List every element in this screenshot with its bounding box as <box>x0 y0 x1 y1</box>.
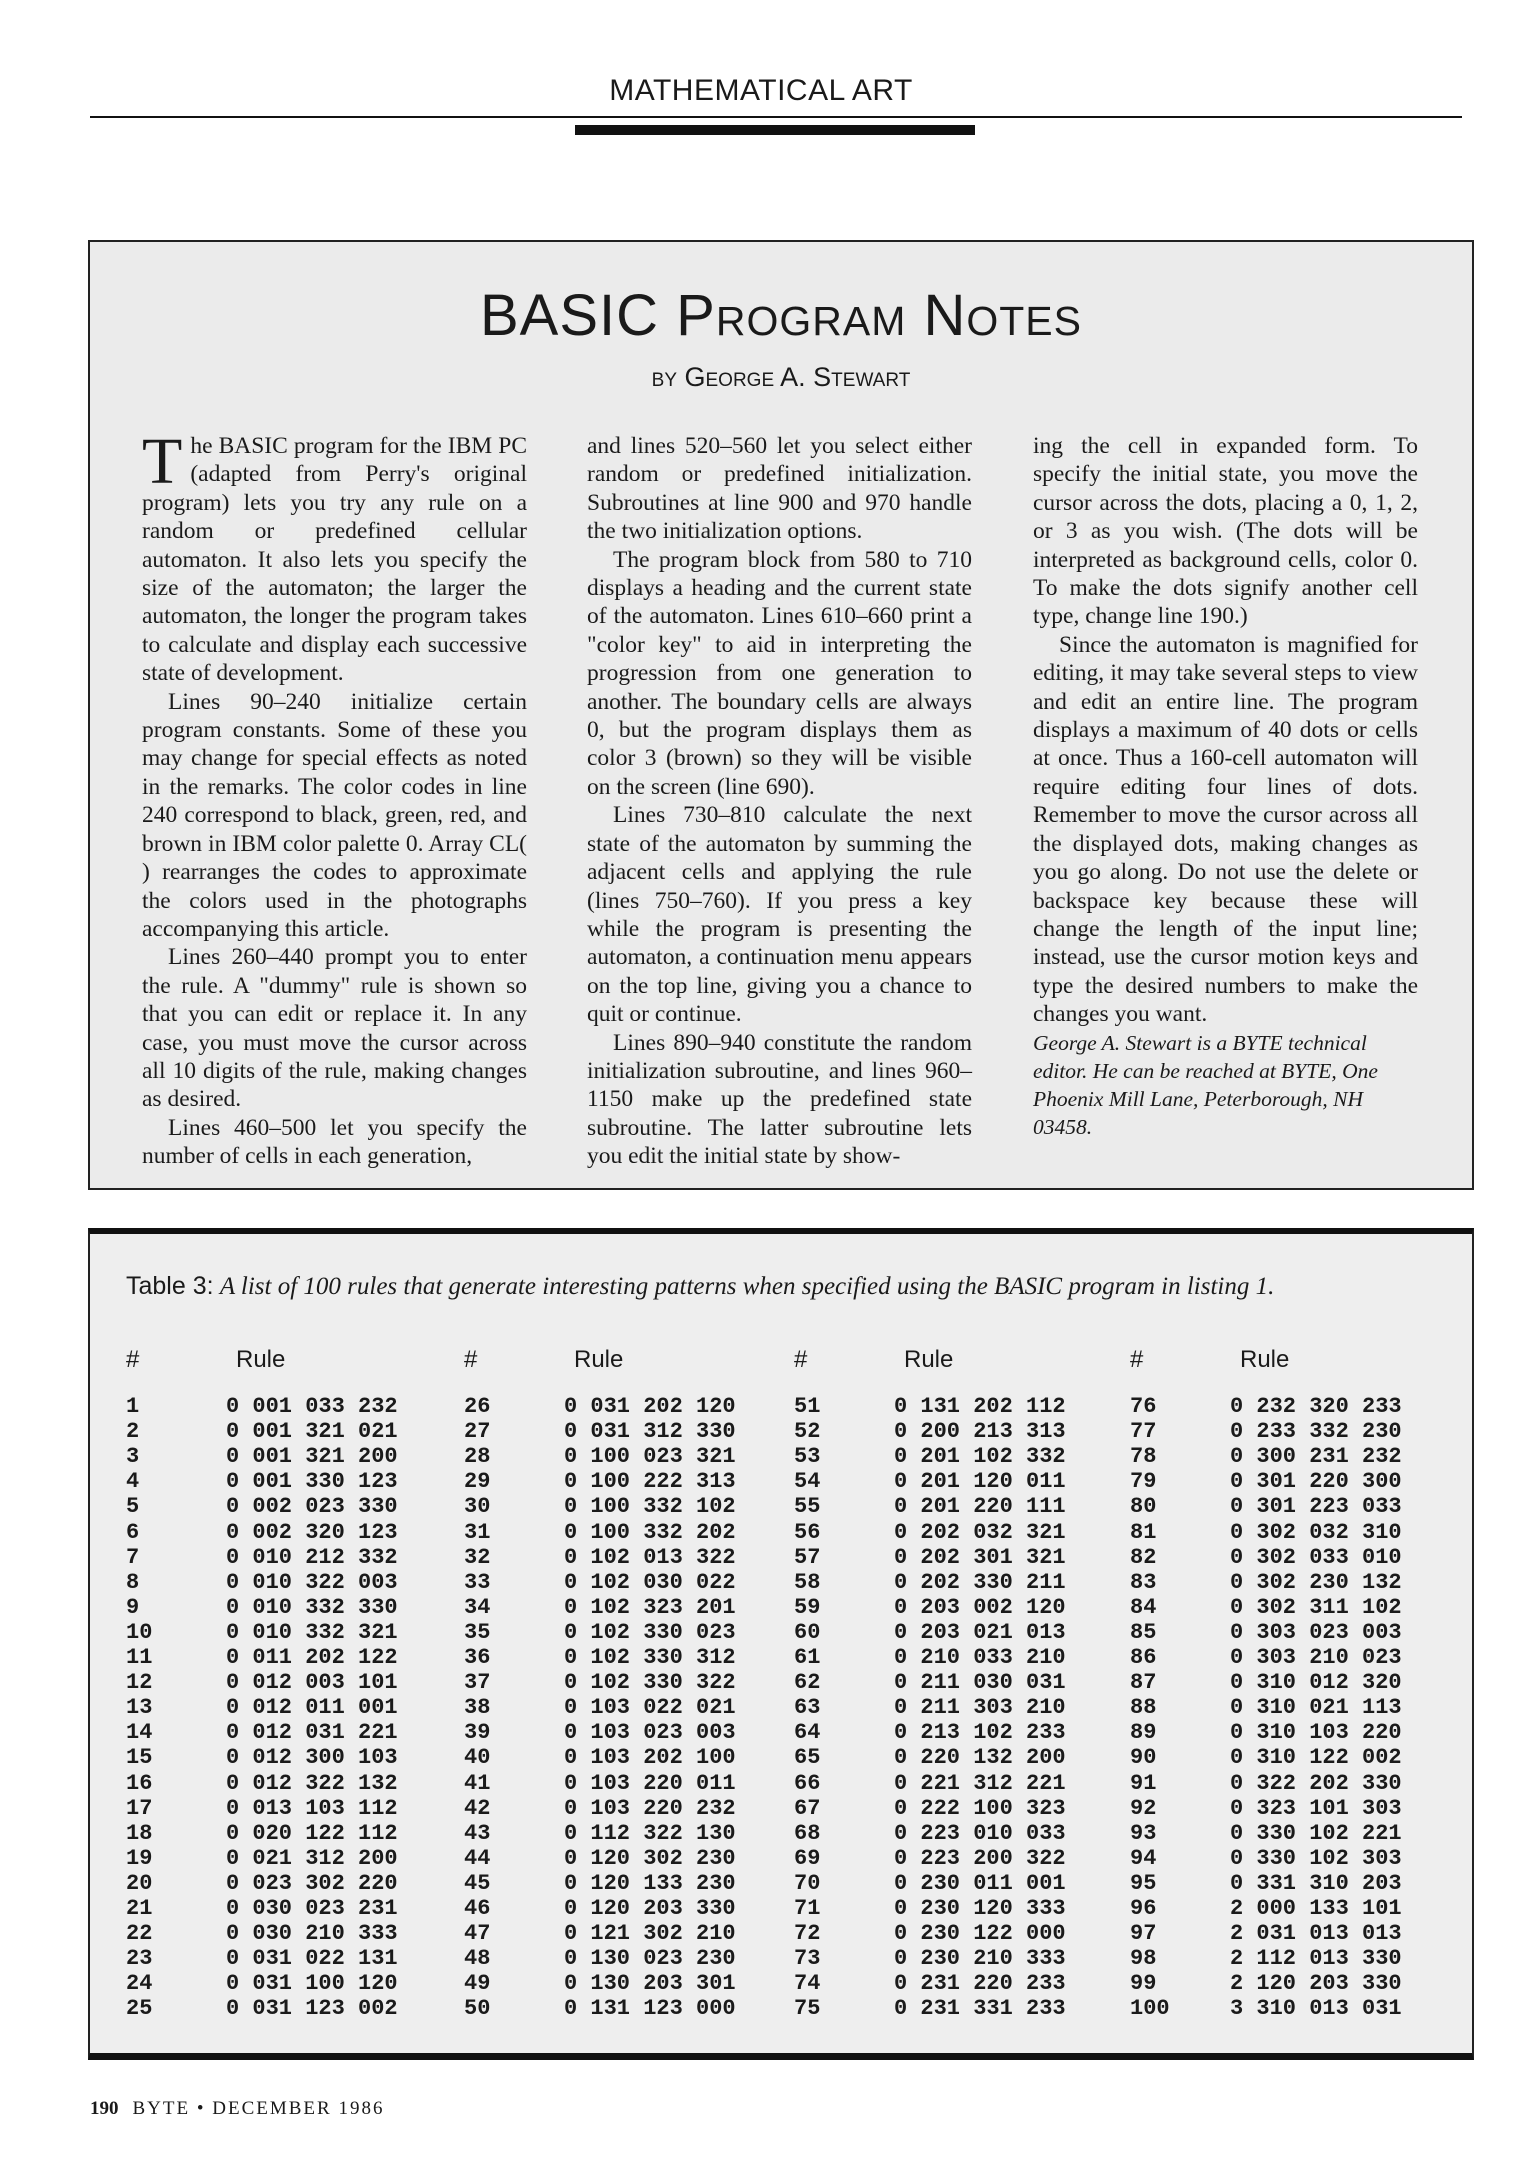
rule-number: 49 <box>464 1971 491 1997</box>
notes-paragraph: The program block from 580 to 710 displays a heading and the current state of the automaton. Lines 610–660 print a "color key" to aid in interpreting the progression from one generation to another. The boundary cells are always 0, but the program displays them as color 3 (brown) so they will be visible on the screen (line 690). <box>587 546 972 800</box>
rule-number: 92 <box>1130 1795 1157 1821</box>
rule-number: 78 <box>1130 1444 1157 1470</box>
rule-number: 91 <box>1130 1770 1157 1796</box>
rule-code: 2 120 203 330 <box>1230 1971 1402 1997</box>
rule-code: 0 203 002 120 <box>894 1594 1066 1620</box>
rule-number: 2 <box>126 1419 140 1445</box>
rule-number: 72 <box>794 1921 821 1947</box>
rule-code: 0 103 220 011 <box>564 1770 736 1796</box>
rule-code: 0 102 013 322 <box>564 1544 736 1570</box>
rule-number: 11 <box>126 1645 153 1670</box>
rule-code: 0 112 322 130 <box>564 1820 736 1846</box>
rule-code: 0 103 202 100 <box>564 1745 736 1771</box>
rule-number: 93 <box>1130 1820 1157 1846</box>
rule-number: 69 <box>794 1845 821 1871</box>
rule-code: 0 020 122 112 <box>226 1820 398 1846</box>
rule-number: 22 <box>126 1921 153 1947</box>
rule-number: 14 <box>126 1720 153 1746</box>
table-header-rule: Rule <box>904 1346 954 1373</box>
rule-code: 0 323 101 303 <box>1230 1795 1402 1821</box>
rule-number: 100 <box>1130 1996 1170 2022</box>
rule-number: 26 <box>464 1394 491 1419</box>
rule-code: 0 203 021 013 <box>894 1619 1066 1645</box>
rule-code: 0 130 023 230 <box>564 1946 736 1972</box>
rule-number: 88 <box>1130 1695 1157 1721</box>
rule-code: 0 200 213 313 <box>894 1419 1066 1445</box>
table-header-num: # <box>464 1346 478 1373</box>
rule-number: 70 <box>794 1870 821 1896</box>
rule-number: 68 <box>794 1820 821 1846</box>
author-bio: George A. Stewart is a BYTE technical editor. He can be reached at BYTE, One Phoenix Mill Lane, Peterborough, NH 03458. <box>1033 1030 1378 1139</box>
rule-code: 0 100 023 321 <box>564 1444 736 1470</box>
rule-code: 0 002 320 123 <box>226 1519 398 1545</box>
rule-number: 16 <box>126 1770 153 1796</box>
rule-number: 99 <box>1130 1971 1157 1997</box>
rule-code: 0 230 122 000 <box>894 1921 1066 1947</box>
rule-code: 0 120 133 230 <box>564 1870 736 1896</box>
rule-number: 40 <box>464 1745 491 1771</box>
notes-title: BASIC Program Notes <box>480 283 1082 348</box>
rule-code: 0 302 033 010 <box>1230 1544 1402 1570</box>
rule-code: 2 000 133 101 <box>1230 1896 1402 1921</box>
rule-code: 0 213 102 233 <box>894 1720 1066 1746</box>
rule-code: 0 210 033 210 <box>894 1645 1066 1670</box>
rule-number: 34 <box>464 1594 491 1620</box>
rule-code: 0 031 100 120 <box>226 1971 398 1997</box>
rule-number: 80 <box>1130 1494 1157 1520</box>
rule-code: 0 121 302 210 <box>564 1921 736 1947</box>
rule-number: 13 <box>126 1695 153 1721</box>
rule-number: 77 <box>1130 1419 1157 1445</box>
page-number: 190 <box>90 2098 119 2119</box>
rule-code: 0 012 300 103 <box>226 1745 398 1771</box>
rule-number: 50 <box>464 1996 491 2022</box>
notes-paragraph: ing the cell in expanded form. To specify the initial state, you move the cursor across the dots, placing a 0, 1, 2, or 3 as you wish. (The dots will be interpreted as background cells, color 0. To make the dots signify another cell type, change line 190.) <box>1033 433 1418 630</box>
rule-number: 21 <box>126 1896 153 1921</box>
rule-number: 81 <box>1130 1519 1157 1545</box>
rule-code: 0 031 312 330 <box>564 1419 736 1445</box>
rule-number: 87 <box>1130 1670 1157 1696</box>
rule-code: 0 130 203 301 <box>564 1971 736 1997</box>
rule-number: 17 <box>126 1795 153 1821</box>
rule-code: 0 211 030 031 <box>894 1670 1066 1696</box>
rule-code: 0 322 202 330 <box>1230 1770 1402 1796</box>
rule-code: 0 221 312 221 <box>894 1770 1066 1796</box>
rule-number: 9 <box>126 1594 140 1620</box>
rule-number: 42 <box>464 1795 491 1821</box>
rules-table-box <box>88 1228 1474 2060</box>
rule-number: 39 <box>464 1720 491 1746</box>
rule-number: 53 <box>794 1444 821 1470</box>
rule-number: 97 <box>1130 1921 1157 1947</box>
rule-number: 74 <box>794 1971 821 1997</box>
rule-code: 0 201 102 332 <box>894 1444 1066 1470</box>
rule-code: 0 331 310 203 <box>1230 1870 1402 1896</box>
rule-code: 0 222 100 323 <box>894 1795 1066 1821</box>
page-footer <box>90 2098 384 2120</box>
drop-cap: T <box>142 425 183 498</box>
rule-number: 7 <box>126 1544 140 1570</box>
notes-byline: by George A. Stewart <box>651 362 911 392</box>
notes-column-2 <box>587 432 972 1171</box>
rule-code: 0 031 202 120 <box>564 1394 736 1419</box>
rule-code: 0 303 023 003 <box>1230 1619 1402 1645</box>
table-header-num: # <box>794 1346 808 1373</box>
notes-paragraph: and lines 520–560 let you select either random or predefined initialization. Subroutines at line 900 and 970 handle the two initialization options. <box>587 433 972 545</box>
rule-code: 0 002 023 330 <box>226 1494 398 1520</box>
rule-code: 0 103 022 021 <box>564 1695 736 1721</box>
notes-paragraph: Since the automaton is magnified for editing, it may take several steps to view and edit an entire line. The program displays a maximum of 40 dots or cells at once. Thus a 160-cell automaton will require editing four lines of dots. Remember to move the cursor across all the displayed dots, making changes as you go along. Do not use the delete or backspace key because these will change the length of the input line; instead, use the cursor motion keys and type the desired numbers to make the changes you want. <box>1033 631 1418 1028</box>
rule-number: 41 <box>464 1770 491 1796</box>
rule-number: 44 <box>464 1845 491 1871</box>
rule-number: 95 <box>1130 1870 1157 1896</box>
rule-code: 0 120 302 230 <box>564 1845 736 1871</box>
table-header-num: # <box>1130 1346 1144 1373</box>
rule-code: 0 012 011 001 <box>226 1695 398 1721</box>
rule-code: 0 230 120 333 <box>894 1896 1066 1921</box>
rule-code: 0 021 312 200 <box>226 1845 398 1871</box>
rule-code: 0 211 303 210 <box>894 1695 1066 1721</box>
rule-code: 0 010 332 330 <box>226 1594 398 1620</box>
rule-code: 0 310 103 220 <box>1230 1720 1402 1746</box>
rule-number: 8 <box>126 1569 140 1595</box>
section-header: MATHEMATICAL ART <box>609 74 913 107</box>
rule-code: 0 131 123 000 <box>564 1996 736 2022</box>
rule-number: 76 <box>1130 1394 1157 1419</box>
rule-code: 0 010 332 321 <box>226 1619 398 1645</box>
rule-code: 0 010 322 003 <box>226 1569 398 1595</box>
rule-code: 0 232 320 233 <box>1230 1394 1402 1419</box>
rule-number: 20 <box>126 1870 153 1896</box>
rule-code: 0 201 220 111 <box>894 1494 1066 1520</box>
rule-number: 5 <box>126 1494 140 1520</box>
notes-column-1 <box>142 425 527 1171</box>
rule-number: 19 <box>126 1845 153 1871</box>
rule-number: 24 <box>126 1971 153 1997</box>
rule-code: 0 001 033 232 <box>226 1394 398 1419</box>
rule-number: 12 <box>126 1670 153 1696</box>
rule-code: 0 102 330 322 <box>564 1670 736 1696</box>
rule-number: 4 <box>126 1469 140 1495</box>
rule-code: 3 310 013 031 <box>1230 1996 1402 2022</box>
rule-number: 60 <box>794 1619 821 1645</box>
rule-code: 0 131 202 112 <box>894 1394 1066 1419</box>
rule-number: 32 <box>464 1544 491 1570</box>
rule-number: 35 <box>464 1619 491 1645</box>
rule-code: 0 301 223 033 <box>1230 1494 1402 1520</box>
rule-number: 28 <box>464 1444 491 1470</box>
rule-number: 86 <box>1130 1645 1157 1670</box>
rule-code: 0 201 120 011 <box>894 1469 1066 1495</box>
rule-code: 0 001 321 200 <box>226 1444 398 1470</box>
rule-number: 89 <box>1130 1720 1157 1746</box>
rule-code: 0 330 102 221 <box>1230 1820 1402 1846</box>
rule-number: 30 <box>464 1494 491 1520</box>
rule-code: 0 230 210 333 <box>894 1946 1066 1972</box>
rule-code: 0 030 023 231 <box>226 1896 398 1921</box>
rule-code: 0 100 332 202 <box>564 1519 736 1545</box>
rule-code: 0 302 311 102 <box>1230 1594 1402 1620</box>
table-caption <box>126 1272 1274 1301</box>
rule-number: 84 <box>1130 1594 1157 1620</box>
table-header-rule: Rule <box>236 1346 286 1373</box>
rule-code: 0 302 230 132 <box>1230 1569 1402 1595</box>
rule-number: 38 <box>464 1695 491 1721</box>
rule-code: 0 001 330 123 <box>226 1469 398 1495</box>
rule-number: 45 <box>464 1870 491 1896</box>
rule-code: 0 102 330 023 <box>564 1619 736 1645</box>
rule-number: 64 <box>794 1720 821 1746</box>
rule-number: 56 <box>794 1519 821 1545</box>
notes-column-3 <box>1033 432 1418 1141</box>
table-header-rule: Rule <box>1240 1346 1290 1373</box>
rule-number: 27 <box>464 1419 491 1445</box>
rule-number: 57 <box>794 1544 821 1570</box>
rule-number: 96 <box>1130 1896 1157 1921</box>
rule-code: 0 310 021 113 <box>1230 1695 1402 1721</box>
rule-number: 33 <box>464 1569 491 1595</box>
rule-code: 0 013 103 112 <box>226 1795 398 1821</box>
rule-number: 85 <box>1130 1619 1157 1645</box>
rule-code: 0 202 330 211 <box>894 1569 1066 1595</box>
table-header-rule: Rule <box>574 1346 624 1373</box>
rule-number: 51 <box>794 1394 821 1419</box>
rule-number: 54 <box>794 1469 821 1495</box>
rule-number: 46 <box>464 1896 491 1921</box>
rule-code: 0 102 030 022 <box>564 1569 736 1595</box>
rule-number: 25 <box>126 1996 153 2022</box>
notes-paragraph: Lines 460–500 let you specify the number of cells in each generation, <box>142 1114 527 1170</box>
rule-code: 0 231 331 233 <box>894 1996 1066 2022</box>
rule-number: 67 <box>794 1795 821 1821</box>
rule-code: 0 011 202 122 <box>226 1645 398 1670</box>
rule-code: 0 220 132 200 <box>894 1745 1066 1771</box>
program-notes-box <box>88 240 1474 1190</box>
magazine-issue: BYTE • DECEMBER 1986 <box>132 2098 385 2119</box>
rule-number: 65 <box>794 1745 821 1771</box>
rule-number: 3 <box>126 1444 140 1470</box>
rule-code: 0 012 322 132 <box>226 1770 398 1796</box>
rule-code: 0 202 301 321 <box>894 1544 1066 1570</box>
rule-number: 23 <box>126 1946 153 1972</box>
rule-number: 94 <box>1130 1845 1157 1871</box>
rule-code: 0 230 011 001 <box>894 1870 1066 1896</box>
rule-code: 0 102 323 201 <box>564 1594 736 1620</box>
rule-code: 0 310 122 002 <box>1230 1745 1402 1771</box>
rule-code: 0 301 220 300 <box>1230 1469 1402 1495</box>
rule-code: 0 223 010 033 <box>894 1820 1066 1846</box>
rule-code: 0 100 332 102 <box>564 1494 736 1520</box>
notes-paragraph: Lines 730–810 calculate the next state of the automaton by summing the adjacent cells and applying the rule (lines 750–760). If you press a key while the program is presenting the automaton, a continuation menu appears on the top line, giving you a chance to quit or continue. <box>587 802 972 1028</box>
rule-number: 1 <box>126 1394 140 1419</box>
rule-code: 0 100 222 313 <box>564 1469 736 1495</box>
rule-number: 29 <box>464 1469 491 1495</box>
rule-number: 10 <box>126 1619 153 1645</box>
notes-paragraph: Lines 90–240 initialize certain program constants. Some of these you may change for special effects as noted in the remarks. The color codes in line 240 correspond to black, green, red, and brown in IBM color palette 0. Array CL( ) rearranges the codes to approximate the colors used in the photographs accompanying this article. <box>142 688 527 942</box>
rule-number: 43 <box>464 1820 491 1846</box>
table-caption-label: Table 3: <box>126 1272 214 1300</box>
rule-code: 0 023 302 220 <box>226 1870 398 1896</box>
rule-code: 0 001 321 021 <box>226 1419 398 1445</box>
table-header-num: # <box>126 1346 140 1373</box>
rule-code: 0 010 212 332 <box>226 1544 398 1570</box>
rule-number: 52 <box>794 1419 821 1445</box>
rule-number: 71 <box>794 1896 821 1921</box>
rule-code: 0 231 220 233 <box>894 1971 1066 1997</box>
notes-paragraph: Lines 260–440 prompt you to enter the rule. A "dummy" rule is shown so that you can edit or replace it. In any case, you must move the cursor across all 10 digits of the rule, making changes as desired. <box>142 944 527 1113</box>
rule-code: 0 223 200 322 <box>894 1845 1066 1871</box>
rule-number: 73 <box>794 1946 821 1972</box>
rule-number: 59 <box>794 1594 821 1620</box>
rule-number: 55 <box>794 1494 821 1520</box>
rule-number: 48 <box>464 1946 491 1972</box>
rule-code: 0 202 032 321 <box>894 1519 1066 1545</box>
rule-number: 75 <box>794 1996 821 2022</box>
rule-number: 82 <box>1130 1544 1157 1570</box>
rule-code: 0 012 031 221 <box>226 1720 398 1746</box>
rule-number: 98 <box>1130 1946 1157 1972</box>
rule-code: 0 031 123 002 <box>226 1996 398 2022</box>
rule-number: 58 <box>794 1569 821 1595</box>
notes-paragraph: Lines 890–940 constitute the random initialization subroutine, and lines 960–1150 make up the predefined state subroutine. The latter subroutine lets you edit the initial state by show- <box>587 1029 972 1170</box>
rule-code: 0 102 330 312 <box>564 1645 736 1670</box>
table-caption-text: A list of 100 rules that generate interesting patterns when specified using the BASIC program in listing 1. <box>219 1273 1275 1300</box>
rule-code: 0 103 023 003 <box>564 1720 736 1746</box>
rule-code: 0 303 210 023 <box>1230 1645 1402 1670</box>
rule-code: 0 031 022 131 <box>226 1946 398 1972</box>
rule-number: 37 <box>464 1670 491 1696</box>
rule-number: 63 <box>794 1695 821 1721</box>
rule-number: 83 <box>1130 1569 1157 1595</box>
header-bar <box>575 125 975 135</box>
rule-number: 47 <box>464 1921 491 1947</box>
rule-number: 18 <box>126 1820 153 1846</box>
rule-number: 31 <box>464 1519 491 1545</box>
rule-code: 0 030 210 333 <box>226 1921 398 1947</box>
rule-number: 62 <box>794 1670 821 1696</box>
rule-code: 2 031 013 013 <box>1230 1921 1402 1947</box>
rule-number: 36 <box>464 1645 491 1670</box>
notes-paragraph: The BASIC program for the IBM PC (adapted from Perry's original program) lets you try any rule on a random or predefined cellular automaton. It also lets you specify the size of the automaton; the larger the automaton, the longer the program takes to calculate and display each successive state of development. <box>142 425 527 687</box>
rule-number: 6 <box>126 1519 140 1545</box>
rule-code: 0 302 032 310 <box>1230 1519 1402 1545</box>
rule-code: 0 012 003 101 <box>226 1670 398 1696</box>
rule-number: 90 <box>1130 1745 1157 1771</box>
rule-number: 79 <box>1130 1469 1157 1495</box>
rule-number: 66 <box>794 1770 821 1796</box>
rule-code: 0 330 102 303 <box>1230 1845 1402 1871</box>
rule-number: 61 <box>794 1645 821 1670</box>
rule-code: 2 112 013 330 <box>1230 1946 1402 1972</box>
rule-code: 0 103 220 232 <box>564 1795 736 1821</box>
rule-code: 0 233 332 230 <box>1230 1419 1402 1445</box>
rule-code: 0 300 231 232 <box>1230 1444 1402 1470</box>
rule-number: 15 <box>126 1745 153 1771</box>
rule-code: 0 310 012 320 <box>1230 1670 1402 1696</box>
header-rule <box>90 116 1462 118</box>
rule-code: 0 120 203 330 <box>564 1896 736 1921</box>
